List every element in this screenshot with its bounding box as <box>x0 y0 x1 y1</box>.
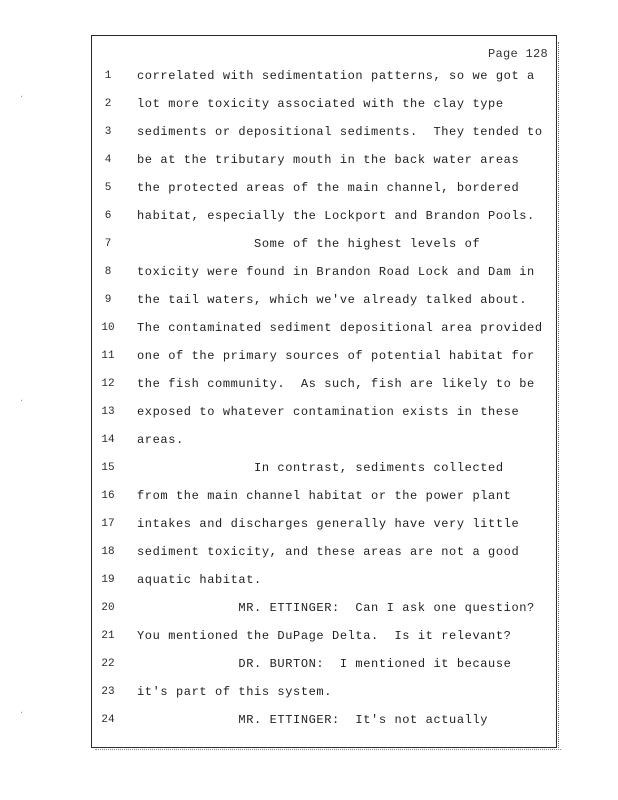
line-number: 19 <box>101 574 115 586</box>
transcript-line <box>92 66 558 86</box>
line-text: The contaminated sediment depositional area provided <box>137 321 543 335</box>
transcript-line <box>92 514 558 534</box>
transcript-line <box>92 318 558 338</box>
line-number: 20 <box>101 602 115 614</box>
line-text: toxicity were found in Brandon Road Lock and Dam in <box>137 265 535 279</box>
line-number: 13 <box>101 406 115 418</box>
line-text: correlated with sedimentation patterns, so we got a <box>137 69 535 83</box>
line-number: 22 <box>101 658 115 670</box>
transcript-line <box>92 150 558 170</box>
transcript-line <box>92 570 558 590</box>
line-number: 14 <box>101 434 115 446</box>
transcript-line <box>92 234 558 254</box>
line-number: 1 <box>104 70 112 82</box>
line-number: 2 <box>104 98 112 110</box>
line-number: 3 <box>104 126 112 138</box>
transcript-line <box>92 262 558 282</box>
transcript-line <box>92 290 558 310</box>
line-text: areas. <box>137 433 184 447</box>
line-number: 15 <box>101 462 115 474</box>
scan-artifact-mark: · <box>20 708 24 719</box>
line-text: from the main channel habitat or the power plant <box>137 489 512 503</box>
transcript-line <box>92 682 558 702</box>
line-text: the tail waters, which we've already talked about. <box>137 293 528 307</box>
line-number: 24 <box>101 714 115 726</box>
line-text: intakes and discharges generally have very little <box>137 517 520 531</box>
line-number: 21 <box>101 630 115 642</box>
line-text: sediment toxicity, and these areas are not a good <box>137 545 520 559</box>
line-number: 6 <box>104 210 112 222</box>
transcript-line <box>92 598 558 618</box>
transcript-line <box>92 486 558 506</box>
transcript-line <box>92 430 558 450</box>
line-number: 4 <box>104 154 112 166</box>
line-text: habitat, especially the Lockport and Brandon Pools. <box>137 209 535 223</box>
transcript-page <box>91 35 557 748</box>
line-number: 23 <box>101 686 115 698</box>
transcript-line <box>92 374 558 394</box>
line-text: be at the tributary mouth in the back water areas <box>137 153 520 167</box>
line-number: 16 <box>101 490 115 502</box>
transcript-line <box>92 626 558 646</box>
transcript-line <box>92 458 558 478</box>
line-text: DR. BURTON: I mentioned it because <box>137 657 512 671</box>
line-number: 9 <box>104 294 112 306</box>
line-text: exposed to whatever contamination exists in these <box>137 405 520 419</box>
line-text: one of the primary sources of potential habitat for <box>137 349 535 363</box>
line-number: 5 <box>104 182 112 194</box>
transcript-line <box>92 122 558 142</box>
transcript-line <box>92 654 558 674</box>
transcript-line <box>92 206 558 226</box>
page-edge-shadow <box>558 42 563 750</box>
line-text: In contrast, sediments collected <box>137 461 504 475</box>
line-number: 11 <box>101 350 115 362</box>
transcript-line <box>92 94 558 114</box>
transcript-line <box>92 710 558 730</box>
line-text: MR. ETTINGER: Can I ask one question? <box>137 601 535 615</box>
line-text: the fish community. As such, fish are likely to be <box>137 377 535 391</box>
line-text: it's part of this system. <box>137 685 333 699</box>
line-text: Some of the highest levels of <box>137 237 481 251</box>
transcript-line <box>92 402 558 422</box>
line-text: the protected areas of the main channel, bordered <box>137 181 520 195</box>
line-text: sediments or depositional sediments. They tended to <box>137 125 543 139</box>
line-number: 17 <box>101 518 115 530</box>
line-text: MR. ETTINGER: It's not actually <box>137 713 489 727</box>
line-number: 7 <box>104 238 112 250</box>
transcript-line <box>92 346 558 366</box>
scan-artifact-mark: · <box>20 92 24 103</box>
transcript-line <box>92 178 558 198</box>
line-number: 18 <box>101 546 115 558</box>
line-number: 8 <box>104 266 112 278</box>
page-number: Page 128 <box>487 47 548 61</box>
line-text: aquatic habitat. <box>137 573 262 587</box>
line-text: lot more toxicity associated with the clay type <box>137 97 504 111</box>
line-number: 12 <box>101 378 115 390</box>
line-number: 10 <box>101 322 115 334</box>
transcript-line <box>92 542 558 562</box>
scan-artifact-mark: · <box>20 396 24 407</box>
line-text: You mentioned the DuPage Delta. Is it relevant? <box>137 629 512 643</box>
page-bottom-shadow <box>95 749 561 753</box>
